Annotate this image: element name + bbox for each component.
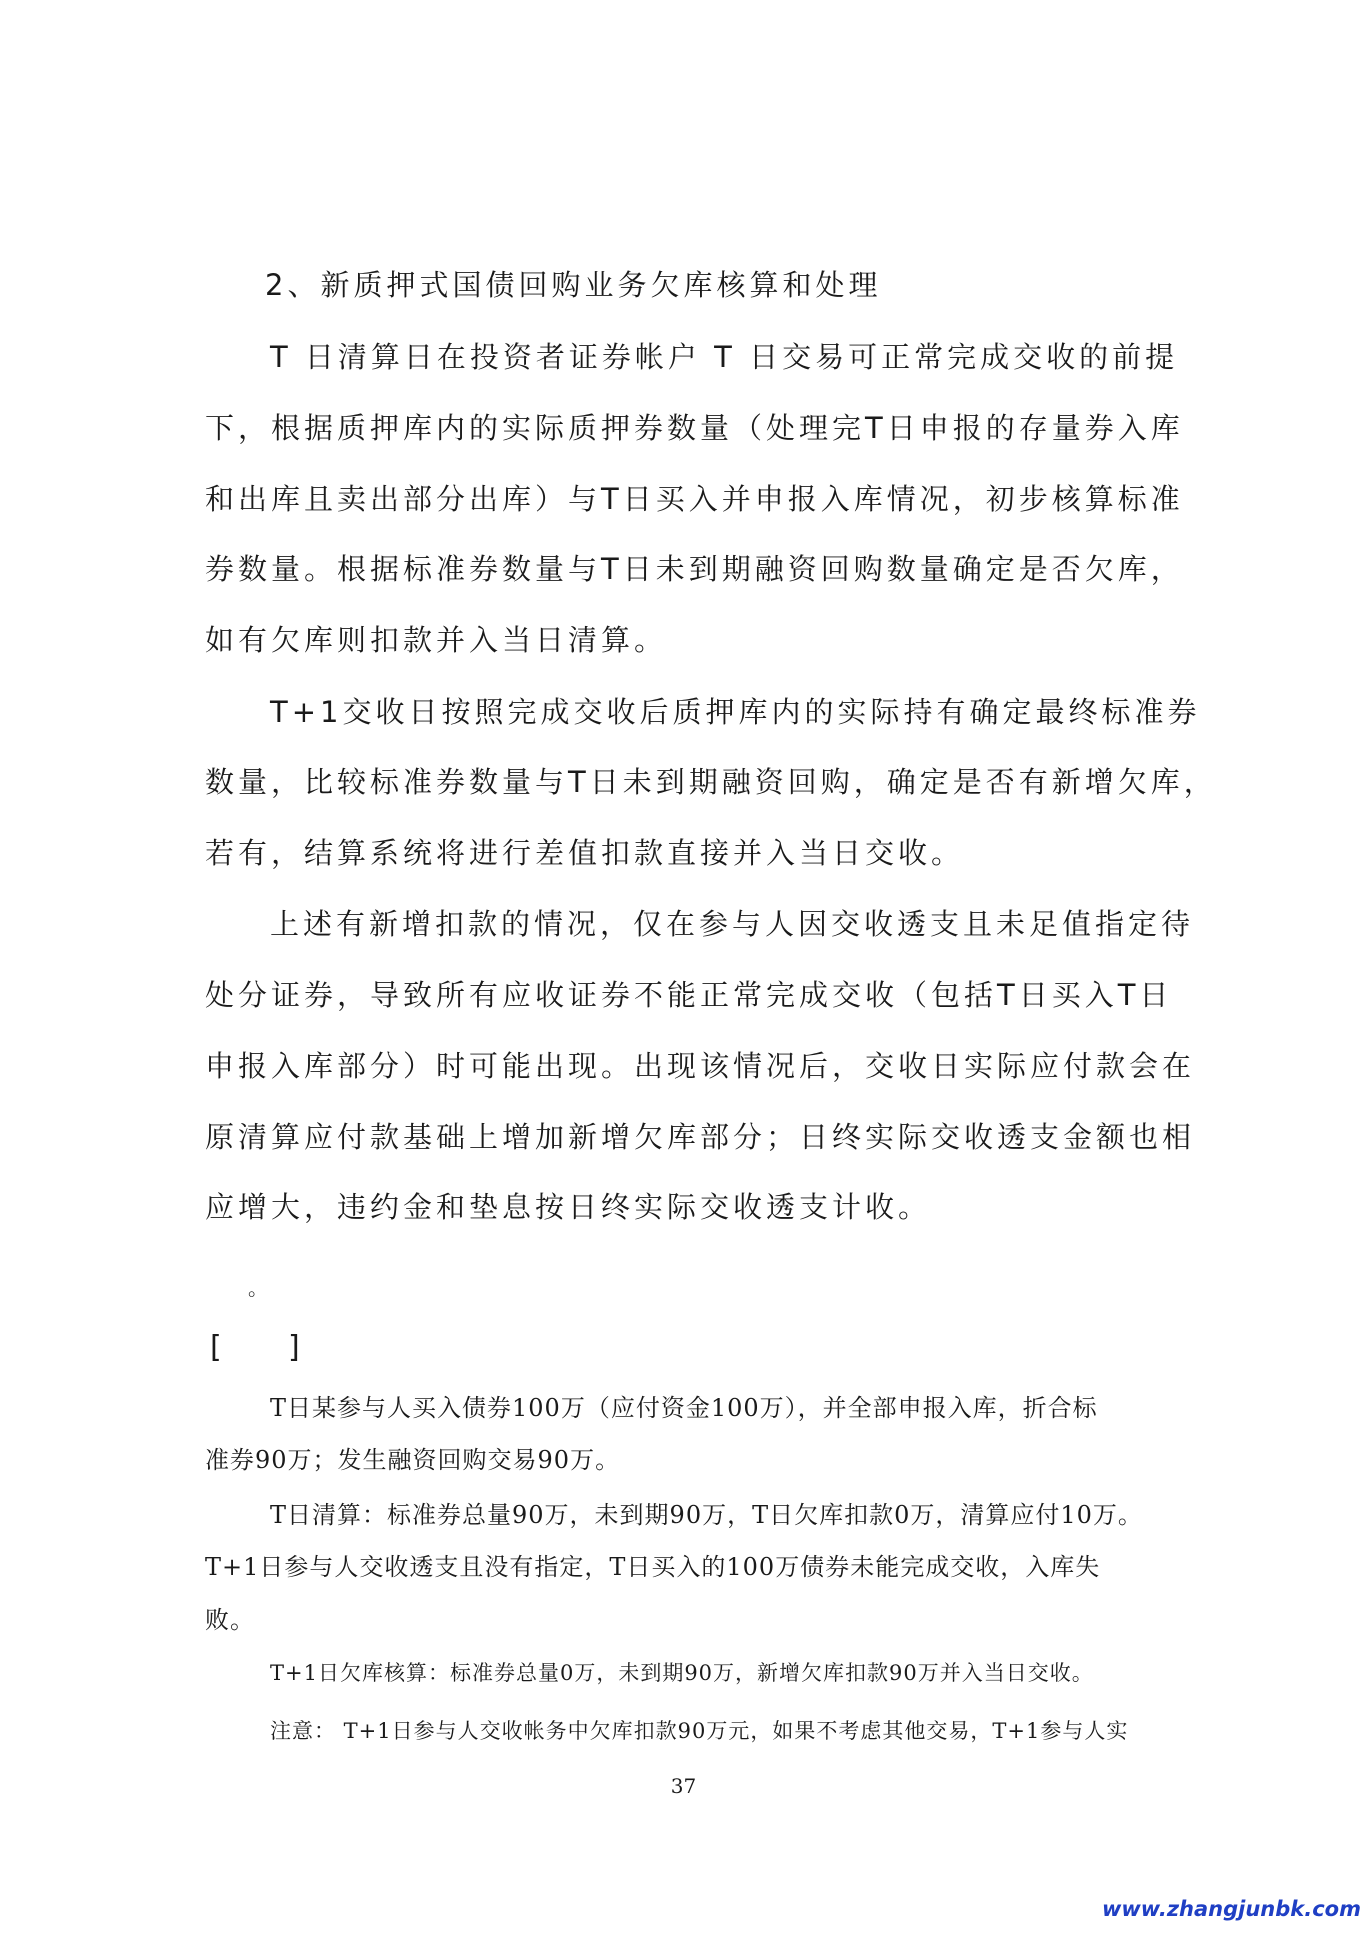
stray-period: 。 (248, 1276, 268, 1300)
paragraph-line: 申报入库部分）时可能出现。出现该情况后，交收日实际应付款会在 (205, 1049, 1196, 1083)
paragraph-line: 下，根据质押库内的实际质押券数量（处理完T日申报的存量券入库 (205, 411, 1184, 445)
example-line: T+1日参与人交收透支且没有指定，T日买入的100万债券未能完成交收，入库失 (205, 1553, 1101, 1581)
paragraph-line: T 日清算日在投资者证券帐户 T 日交易可正常完成交收的前提 (270, 340, 1179, 374)
paragraph-line: 上述有新增扣款的情况，仅在参与人因交收透支且未足值指定待 (270, 907, 1195, 941)
example-line: 注意： T+1日参与人交收帐务中欠库扣款90万元，如果不考虑其他交易，T+1参与人实 (270, 1719, 1129, 1743)
example-line: T日某参与人买入债券100万（应付资金100万），并全部申报入库，折合标 (270, 1394, 1098, 1422)
watermark-link: www.zhangjunbk.com (1102, 1897, 1361, 1921)
section-heading: 2、新质押式国债回购业务欠库核算和处理 (265, 268, 882, 302)
bracket-right: ] (288, 1330, 302, 1365)
paragraph-line: T+1交收日按照完成交收后质押库内的实际持有确定最终标准券 (270, 695, 1201, 729)
paragraph-line: 和出库且卖出部分出库）与T日买入并申报入库情况，初步核算标准 (205, 482, 1184, 516)
example-line: T日清算：标准券总量90万，未到期90万，T日欠库扣款0万，清算应付10万。 (270, 1501, 1143, 1529)
example-line: 准券90万；发生融资回购交易90万。 (205, 1446, 621, 1474)
bracket-left: [ (210, 1330, 224, 1365)
paragraph-line: 应增大，违约金和垫息按日终实际交收透支计收。 (205, 1190, 932, 1224)
paragraph-line: 券数量。根据标准券数量与T日未到期融资回购数量确定是否欠库， (205, 552, 1184, 586)
paragraph-line: 如有欠库则扣款并入当日清算。 (205, 623, 668, 657)
example-line: 败。 (205, 1606, 255, 1634)
page-number: 37 (670, 1774, 697, 1798)
empty-bracket (210, 1330, 302, 1365)
example-line: T+1日欠库核算：标准券总量0万，未到期90万，新增欠库扣款90万并入当日交收。 (270, 1661, 1094, 1685)
paragraph-line: 数量，比较标准券数量与T日未到期融资回购，确定是否有新增欠库， (205, 765, 1217, 799)
paragraph-line: 原清算应付款基础上增加新增欠库部分；日终实际交收透支金额也相 (205, 1120, 1196, 1154)
paragraph-line: 若有，结算系统将进行差值扣款直接并入当日交收。 (205, 836, 965, 870)
paragraph-line: 处分证券，导致所有应收证券不能正常完成交收（包括T日买入T日 (205, 978, 1173, 1012)
